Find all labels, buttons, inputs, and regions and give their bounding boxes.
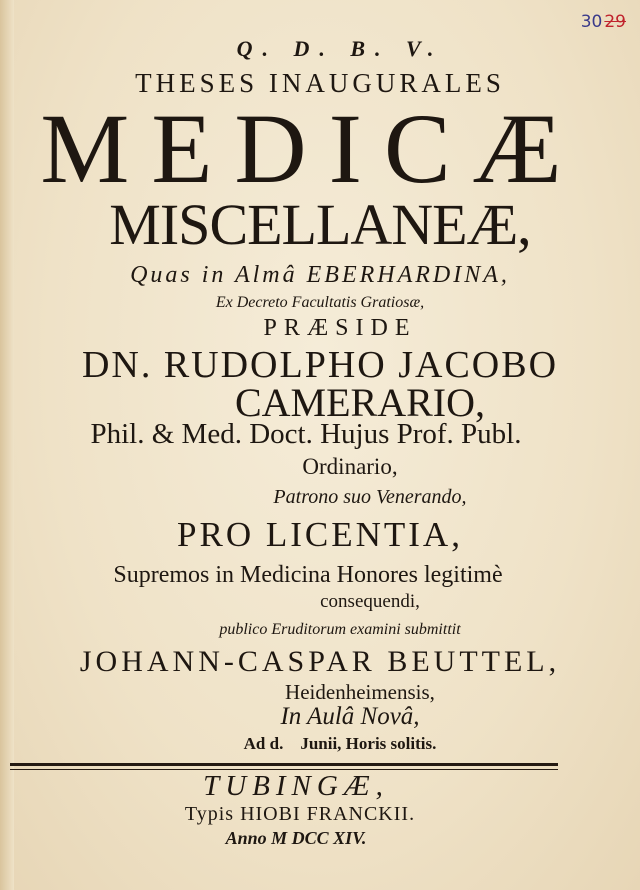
- praeses-name: DN. RUDOLPHO JACOBO: [81, 344, 559, 386]
- praeses-surname: CAMERARIO,: [234, 380, 486, 425]
- patrono-line: Patrono suo Venerando,: [273, 486, 467, 508]
- handwritten-annotation: [581, 12, 626, 32]
- respondent-name: JOHANN-CASPAR BEUTTEL,: [79, 645, 561, 678]
- place-line: In Aulâ Novâ,: [280, 703, 420, 730]
- imprint-printer: Typis HIOBI FRANCKII.: [184, 803, 416, 825]
- praeside-heading: PRÆSIDE: [263, 315, 417, 341]
- line-quas-in-alma: Quas in Almâ EBERHARDINA,: [130, 262, 510, 288]
- annotation-number: 30: [580, 12, 603, 32]
- invocation: Q. D. B. V.: [236, 36, 444, 61]
- annotation-struck-number: 29: [604, 12, 626, 32]
- praeses-title: Phil. & Med. Doct. Hujus Prof. Publ.: [90, 418, 522, 450]
- title-medicae: MEDICÆ: [40, 93, 584, 204]
- origin-line: Heidenheimensis,: [285, 680, 435, 704]
- publico-line: publico Eruditorum examini submittit: [219, 621, 461, 638]
- title-miscellaneae: MISCELLANEÆ,: [109, 192, 531, 257]
- line-ex-decreto: Ex Decreto Facultatis Gratiosæ,: [215, 294, 425, 311]
- title-theses-inaugurales: THESES INAUGURALES: [135, 68, 505, 98]
- divider-thick: [10, 763, 558, 766]
- pro-licentia: PRO LICENTIA,: [177, 515, 463, 554]
- praeses-rank: Ordinario,: [302, 454, 398, 479]
- imprint-year: Anno M DCC XIV.: [225, 828, 367, 848]
- supremos-line: Supremos in Medicina Honores legitimè: [113, 562, 503, 588]
- consequendi-line: consequendi,: [320, 591, 420, 612]
- date-line: Ad d. Junii, Horis solitis.: [243, 734, 437, 753]
- imprint-city: TUBINGÆ,: [203, 770, 389, 802]
